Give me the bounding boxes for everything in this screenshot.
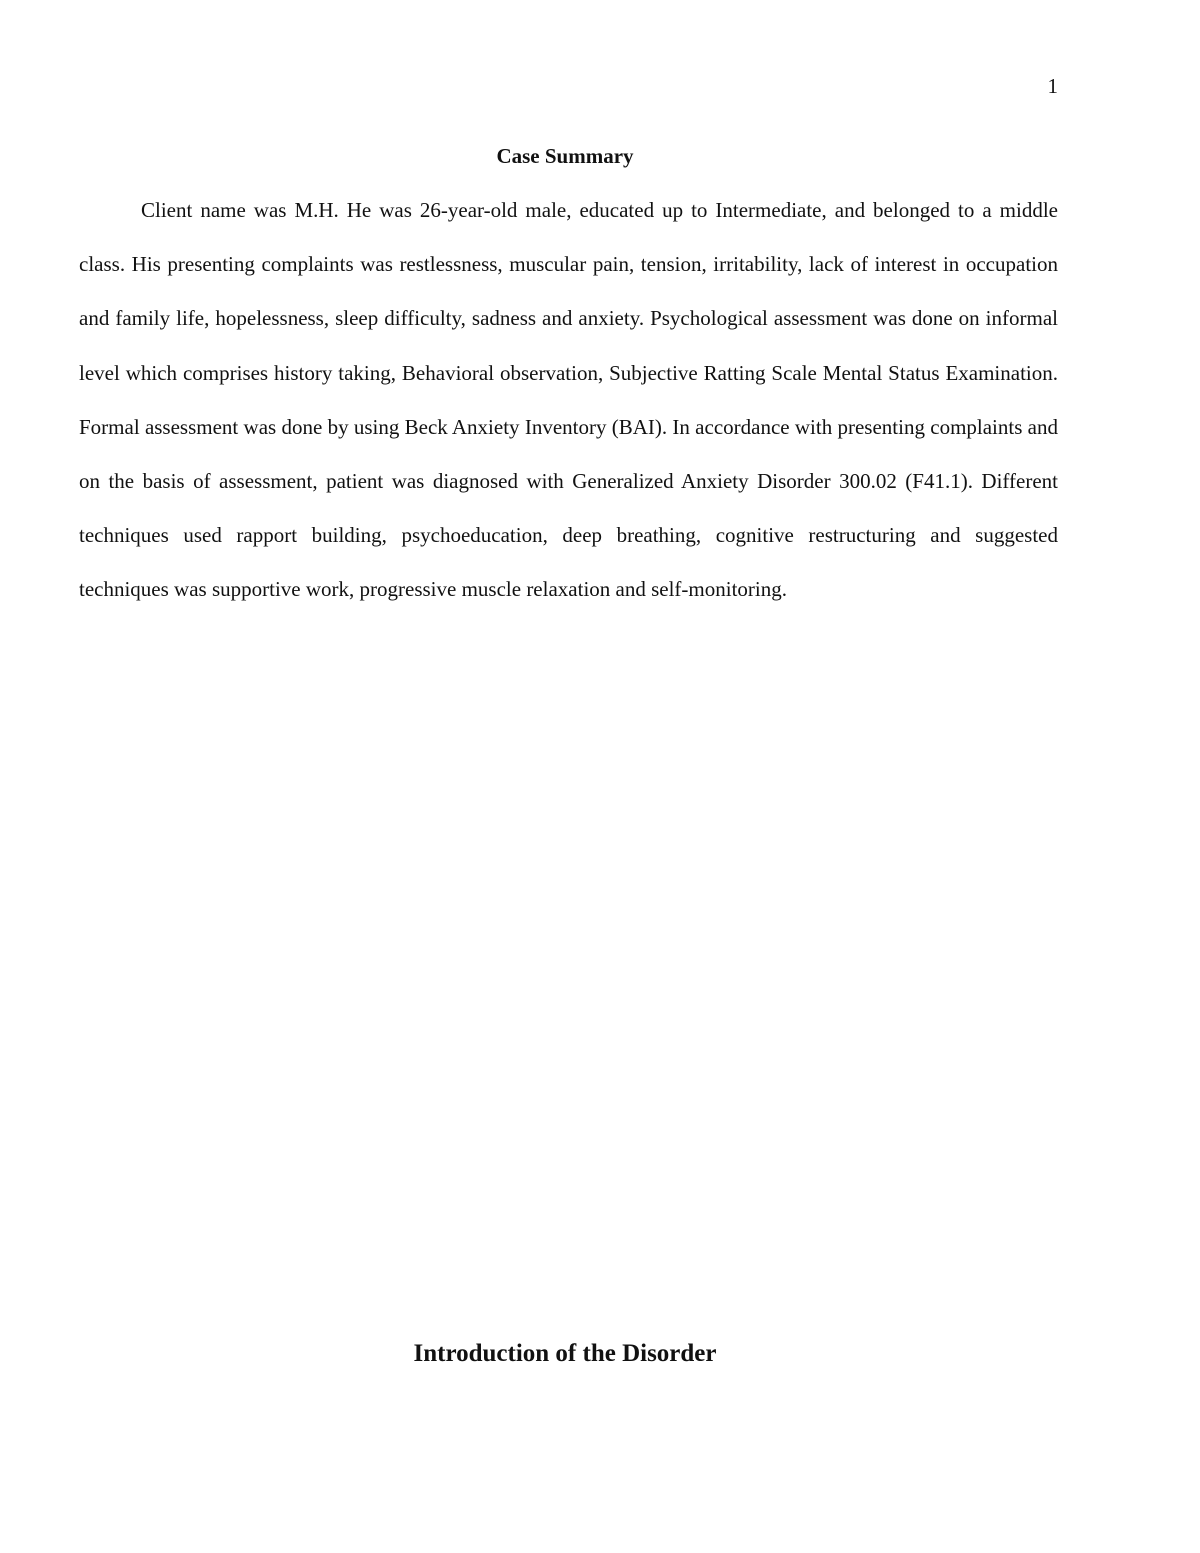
- introduction-heading: Introduction of the Disorder: [413, 1340, 717, 1367]
- page-number: 1: [1047, 74, 1058, 98]
- case-summary-heading: Case Summary: [496, 144, 634, 168]
- case-summary-paragraph: Client name was M.H. He was 26-year-old male, educated up to Intermediate, and belonged to a middle class. His presenting complaints was restlessness, muscular pain, tension, irritability, lack of interest in occupation and family life, hopelessness, sleep difficulty, sadness and anxiety. Psychological assessment was done on informal level which comprises history taking, Behavioral observation, Subjective Ratting Scale Mental Status Examination. Formal assessment was done by using Beck Anxiety Inventory (BAI). In accordance with presenting complaints and on the basis of assessment, patient was diagnosed with Generalized Anxiety Disorder 300.02 (F41.1). Different techniques used rapport building, psychoeducation, deep breathing, cognitive restructuring and suggested techniques was supportive work, progressive muscle relaxation and self-monitoring.: [79, 198, 1058, 602]
